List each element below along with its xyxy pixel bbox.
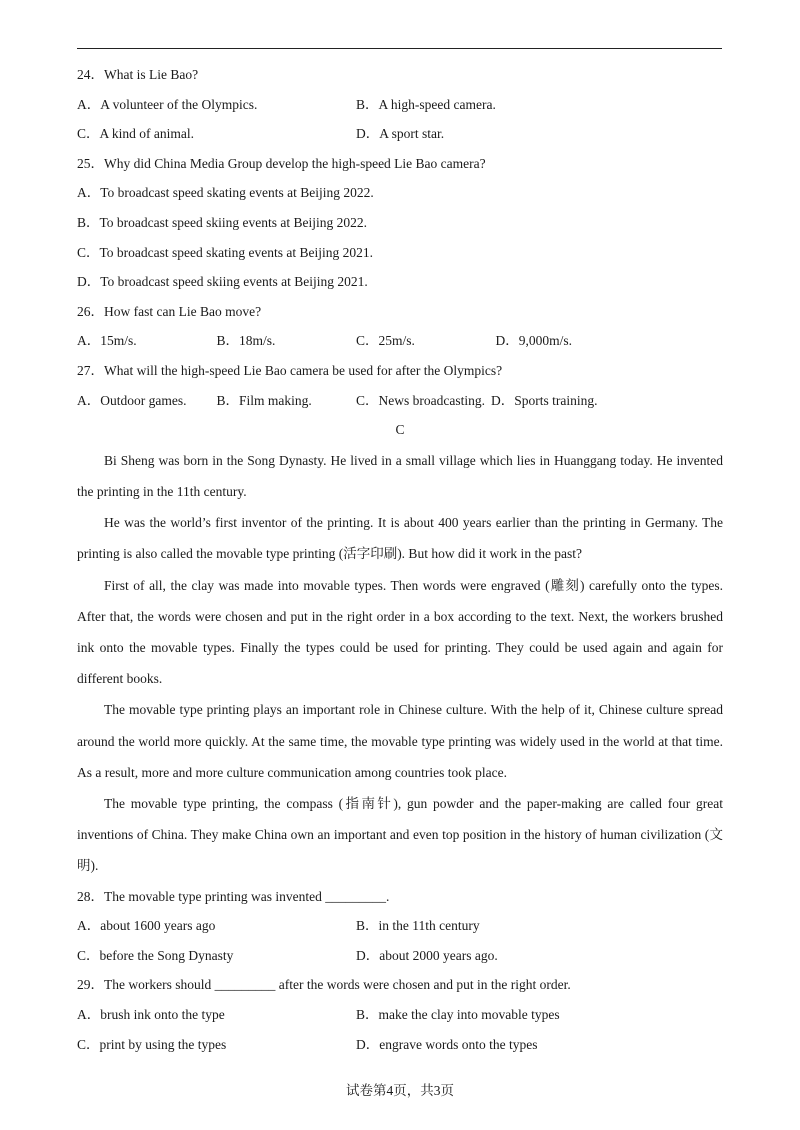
option-27-c: C．News broadcasting. — [356, 392, 485, 408]
question-27-options — [77, 386, 723, 416]
passage-paragraph-2: He was the world’s first inventor of the printing. It is about 400 years earlier than the printing in Germany. The printing is also called the movable type printing (活字印刷). But how did it work in the past? — [77, 515, 723, 562]
option-24-c: C．A kind of animal. — [77, 126, 194, 142]
header-rule — [77, 48, 722, 49]
option-25-b: B．To broadcast speed skiing events at Beijing 2022. — [77, 214, 368, 230]
option-25-d: D．To broadcast speed skiing events at Beijing 2021. — [77, 274, 368, 290]
passage-paragraph-5: The movable type printing, the compass (指南针), gun powder and the paper-making are called four great inventions of China. They make China own an important and even top position in the history of human civilization (文明). — [77, 795, 723, 874]
question-29-options-row-1 — [77, 1000, 723, 1030]
question-28-options-row-1 — [77, 911, 723, 941]
question-29-stem: 29．The workers should _________ after the words were chosen and put in the right order. — [77, 977, 571, 993]
option-24-d: D．A sport star. — [356, 126, 445, 142]
option-26-b: B．18m/s. — [216, 333, 276, 349]
option-28-c: C．before the Song Dynasty — [77, 947, 234, 963]
page-footer: 试卷第4页，共3页 — [346, 1083, 454, 1098]
question-26-stem: 26．How fast can Lie Bao move? — [77, 303, 262, 319]
option-26-a: A．15m/s. — [77, 333, 137, 349]
option-29-d: D．engrave words onto the types — [356, 1036, 538, 1052]
passage-paragraph-3: First of all, the clay was made into movable types. Then words were engraved (雕刻) carefully onto the types. After that, the words were chosen and put in the right order in a box according to the text. Next, the workers brushed ink onto the movable types. Finally the types could be used for printing. They could be used again and again for different books. — [77, 577, 723, 687]
option-24-b: B．A high-speed camera. — [356, 96, 496, 112]
option-28-d: D．about 2000 years ago. — [356, 947, 498, 963]
option-28-a: A．about 1600 years ago — [77, 918, 216, 934]
passage-paragraph-4: The movable type printing plays an important role in Chinese culture. With the help of it, Chinese culture spread around the world more quickly. At the same time, the movable type printing was widely used in the world at that time. As a result, more and more culture communication among countries took place. — [77, 702, 723, 780]
question-28-stem: 28．The movable type printing was invented _________. — [77, 888, 390, 904]
option-25-a: A．To broadcast speed skating events at Beijing 2022. — [77, 185, 374, 201]
question-24-stem: 24．What is Lie Bao? — [77, 67, 199, 82]
option-29-b: B．make the clay into movable types — [356, 1006, 560, 1022]
option-26-d: D．9,000m/s. — [495, 333, 573, 349]
option-27-b: B．Film making. — [216, 392, 312, 408]
section-label: C — [395, 422, 405, 438]
passage-paragraph-1: Bi Sheng was born in the Song Dynasty. He lived in a small village which lies in Huanggang today. He invented the printing in the 11th century. — [77, 452, 723, 499]
question-26-options — [77, 326, 723, 356]
question-28-options-row-2 — [77, 941, 723, 971]
option-26-c: C．25m/s. — [356, 333, 415, 349]
page-content — [77, 60, 723, 1059]
option-28-b: B．in the 11th century — [356, 918, 480, 934]
option-27-d: D．Sports training. — [491, 392, 598, 408]
option-29-a: A．brush ink onto the type — [77, 1006, 225, 1022]
question-27-stem: 27．What will the high-speed Lie Bao camera be used for after the Olympics? — [77, 362, 503, 378]
question-24-options-row-1 — [77, 90, 723, 120]
option-27-a: A．Outdoor games. — [77, 392, 187, 408]
option-29-c: C．print by using the types — [77, 1036, 227, 1052]
question-29-options-row-2 — [77, 1030, 723, 1060]
option-24-a: A．A volunteer of the Olympics. — [77, 96, 258, 112]
question-24-options-row-2 — [77, 119, 723, 149]
option-25-c: C．To broadcast speed skating events at Beijing 2021. — [77, 244, 373, 260]
question-25-stem: 25．Why did China Media Group develop the high-speed Lie Bao camera? — [77, 155, 486, 171]
